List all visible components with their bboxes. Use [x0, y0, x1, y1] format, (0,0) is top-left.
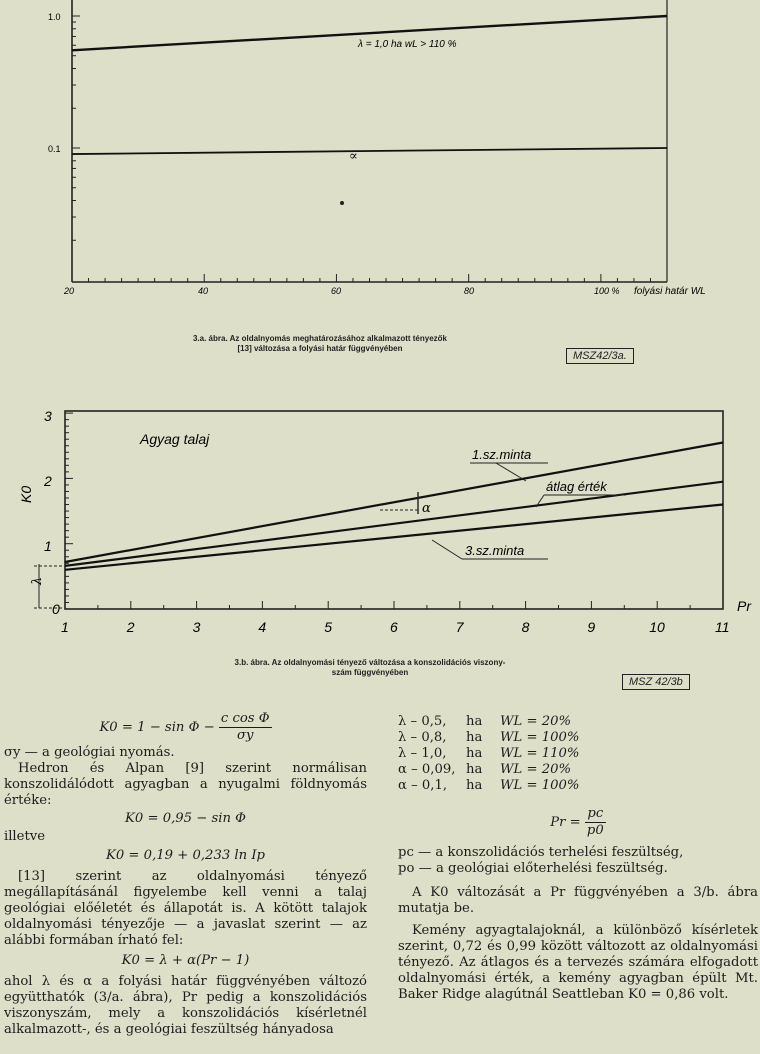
coefficient-row	[398, 730, 758, 746]
chart-b-x-tick-label: 8	[521, 619, 530, 635]
paragraph-hedron: Hedron és Alpan [9] szerint normálisan konszolidálódott agyagban a nyugalmi földnyomás értéke:	[4, 761, 367, 808]
sigma-definition: σy — a geológiai nyomás.	[4, 745, 175, 760]
chart-a-stamp: MSZ42/3a.	[566, 348, 634, 364]
chart-a-xtick-100: 100 %	[594, 286, 620, 296]
coefficient-condition: WL = 100%	[500, 778, 580, 793]
chart-b-series-1	[65, 442, 723, 561]
chart-b-stamp: MSZ 42/3b	[622, 674, 690, 690]
chart-a-caption	[100, 334, 540, 354]
chart-a-ytick-01: 0.1	[48, 144, 61, 154]
po-definition: po — a geológiai előterhelési feszültség.	[398, 861, 668, 876]
chart-a-lambda-label: λ = 1,0 ha wL > 110 %	[358, 39, 457, 50]
coefficient-symbol: α – 0,09,	[398, 762, 456, 777]
coefficient-symbol: λ – 0,8,	[398, 730, 447, 745]
chart-b-x-tick-label: 6	[390, 619, 398, 635]
equation-pr-lhs: Pr =	[550, 815, 581, 830]
chart-b-x-label: Pr	[737, 598, 751, 614]
chart-b-y-label: K0	[18, 485, 34, 503]
chart-b-title: Agyag talaj	[140, 431, 210, 447]
paragraph-ahol: ahol λ és α a folyási határ függvényében változó együtthatók (3/a. ábra), Pr pedig a konszolidációs viszonyszám, mely a konszolidációs kísérletnél alkalmazott-, és a geológiai feszültség hányadosa	[4, 974, 367, 1037]
coefficient-condition: WL = 110%	[500, 746, 580, 761]
paragraph-13: [13] szerint az oldalnyomási tényező megállapításánál figyelembe kell venni a talaj geológiai előéletét és állapotát is. A kötött talajok oldalnyomási tényezője — a javaslat szerint — az alábbi formában írható fel:	[4, 869, 367, 948]
coefficient-condition: WL = 100%	[500, 730, 580, 745]
chart-b-caption	[150, 658, 590, 678]
chart-b-ytick-3: 3	[44, 408, 52, 424]
equation-k0-1-denominator: σy	[236, 728, 254, 743]
chart-b-ytick-1: 1	[44, 538, 52, 554]
chart-b-label-3: 3.sz.minta	[465, 543, 525, 558]
coefficient-ha: ha	[466, 746, 483, 761]
equation-k0-3: K0 = 0,19 + 0,233 ln Ip	[106, 848, 265, 863]
chart-b-x-tick-label: 3	[192, 619, 201, 635]
illetve-text: illetve	[4, 829, 46, 844]
chart-b-x-tick-label: 11	[715, 619, 730, 635]
chart-b-caption-line2: szám függvényében	[331, 668, 409, 677]
equation-pr	[398, 806, 758, 839]
coefficient-symbol: λ – 0,5,	[398, 714, 447, 729]
left-column	[4, 711, 367, 1038]
equation-pr-numerator: pc	[585, 806, 606, 823]
chart-a-series-alpha	[72, 148, 667, 154]
chart-a-alpha-label: ∝	[349, 149, 358, 164]
coefficient-row	[398, 714, 758, 730]
coefficient-table	[398, 714, 758, 794]
chart-a-ytick-1: 1.0	[48, 12, 61, 22]
chart-b-series-avg	[65, 482, 723, 566]
coefficient-row	[398, 778, 758, 794]
paragraph-kemeny: Kemény agyagtalajoknál, a különböző kísérletek szerint, 0,72 és 0,99 között változott az oldalnyomási tényező. Az átlagos és a tervezés számára elfogadott oldalnyomási érték, a kemény agyagban épült Mt. Baker Ridge alagútnál Seattleban K0 = 0,86 volt.	[398, 923, 758, 1002]
chart-b-caption-line1: 3.b. ábra. Az oldalnyomási tényező változása a konszolidációs viszony-	[234, 658, 506, 667]
chart-a-caption-line1: 3.a. ábra. Az oldalnyomás meghatározásához alkalmazott tényezők	[192, 334, 447, 343]
chart-a-x-minor-ticks	[72, 274, 667, 282]
paragraph-k0-valtozas: A K0 változását a Pr függvényében a 3/b. ábra mutatja be.	[398, 885, 758, 916]
coefficient-condition: WL = 20%	[500, 714, 572, 729]
chart-a-xtick-60: 60	[331, 286, 342, 296]
chart-b-ytick-2: 2	[44, 473, 52, 489]
chart-b-label-3-leader	[432, 540, 462, 559]
chart-b-alpha-label: α	[422, 501, 431, 516]
equation-pr-fraction	[585, 806, 606, 839]
chart-b-x-tick-label: 1	[61, 619, 69, 635]
coefficient-row	[398, 746, 758, 762]
chart-b-label-1: 1.sz.minta	[472, 447, 532, 462]
equation-k0-1-numerator: c cos Φ	[220, 711, 270, 726]
chart-b-x-tick-label: 2	[126, 619, 135, 635]
equation-pr-denominator: p0	[586, 823, 604, 838]
coefficient-row	[398, 762, 758, 778]
chart-a-xtick-40: 40	[198, 286, 209, 296]
equation-k0-2: K0 = 0,95 − sin Φ	[125, 811, 246, 826]
chart-b-x-tick-labels	[61, 619, 730, 635]
equation-k0-4: K0 = λ + α(Pr − 1)	[121, 953, 250, 968]
coefficient-symbol: λ – 1,0,	[398, 746, 447, 761]
chart-b-series-3	[65, 505, 723, 570]
equation-k0-1-fraction	[219, 711, 272, 744]
pc-definition: pc — a konszolidációs terhelési feszültség,	[398, 845, 684, 860]
chart-b-x-tick-label: 4	[258, 619, 267, 635]
chart-a-xtick-80: 80	[464, 286, 475, 296]
coefficient-ha: ha	[466, 730, 483, 745]
chart-a-x-axis-label: folyási határ WL	[634, 286, 706, 297]
coefficient-ha: ha	[466, 778, 483, 793]
chart-a-caption-line2: [13] változása a folyási határ függvényében	[237, 344, 403, 353]
coefficient-condition: WL = 20%	[500, 762, 572, 777]
equation-k0-1	[4, 711, 367, 744]
chart-b-x-tick-label: 10	[649, 619, 665, 635]
chart-b-label-avg: átlag érték	[546, 479, 607, 494]
equation-k0-1-main: K0 = 1 − sin Φ −	[99, 720, 215, 735]
chart-a-dot	[340, 201, 344, 205]
chart-b-x-tick-label: 7	[455, 619, 464, 635]
chart-b-x-tick-label: 5	[324, 619, 332, 635]
coefficient-symbol: α – 0,1,	[398, 778, 448, 793]
chart-b-lambda-label: λ	[30, 576, 45, 585]
right-column	[398, 714, 758, 1003]
chart-b-ytick-0: 0	[52, 601, 60, 617]
coefficient-ha: ha	[466, 762, 483, 777]
chart-b-label-1-leader	[496, 463, 526, 481]
chart-a-xtick-20: 20	[64, 286, 75, 296]
chart-b-x-tick-label: 9	[587, 619, 596, 635]
coefficient-ha: ha	[466, 714, 483, 729]
